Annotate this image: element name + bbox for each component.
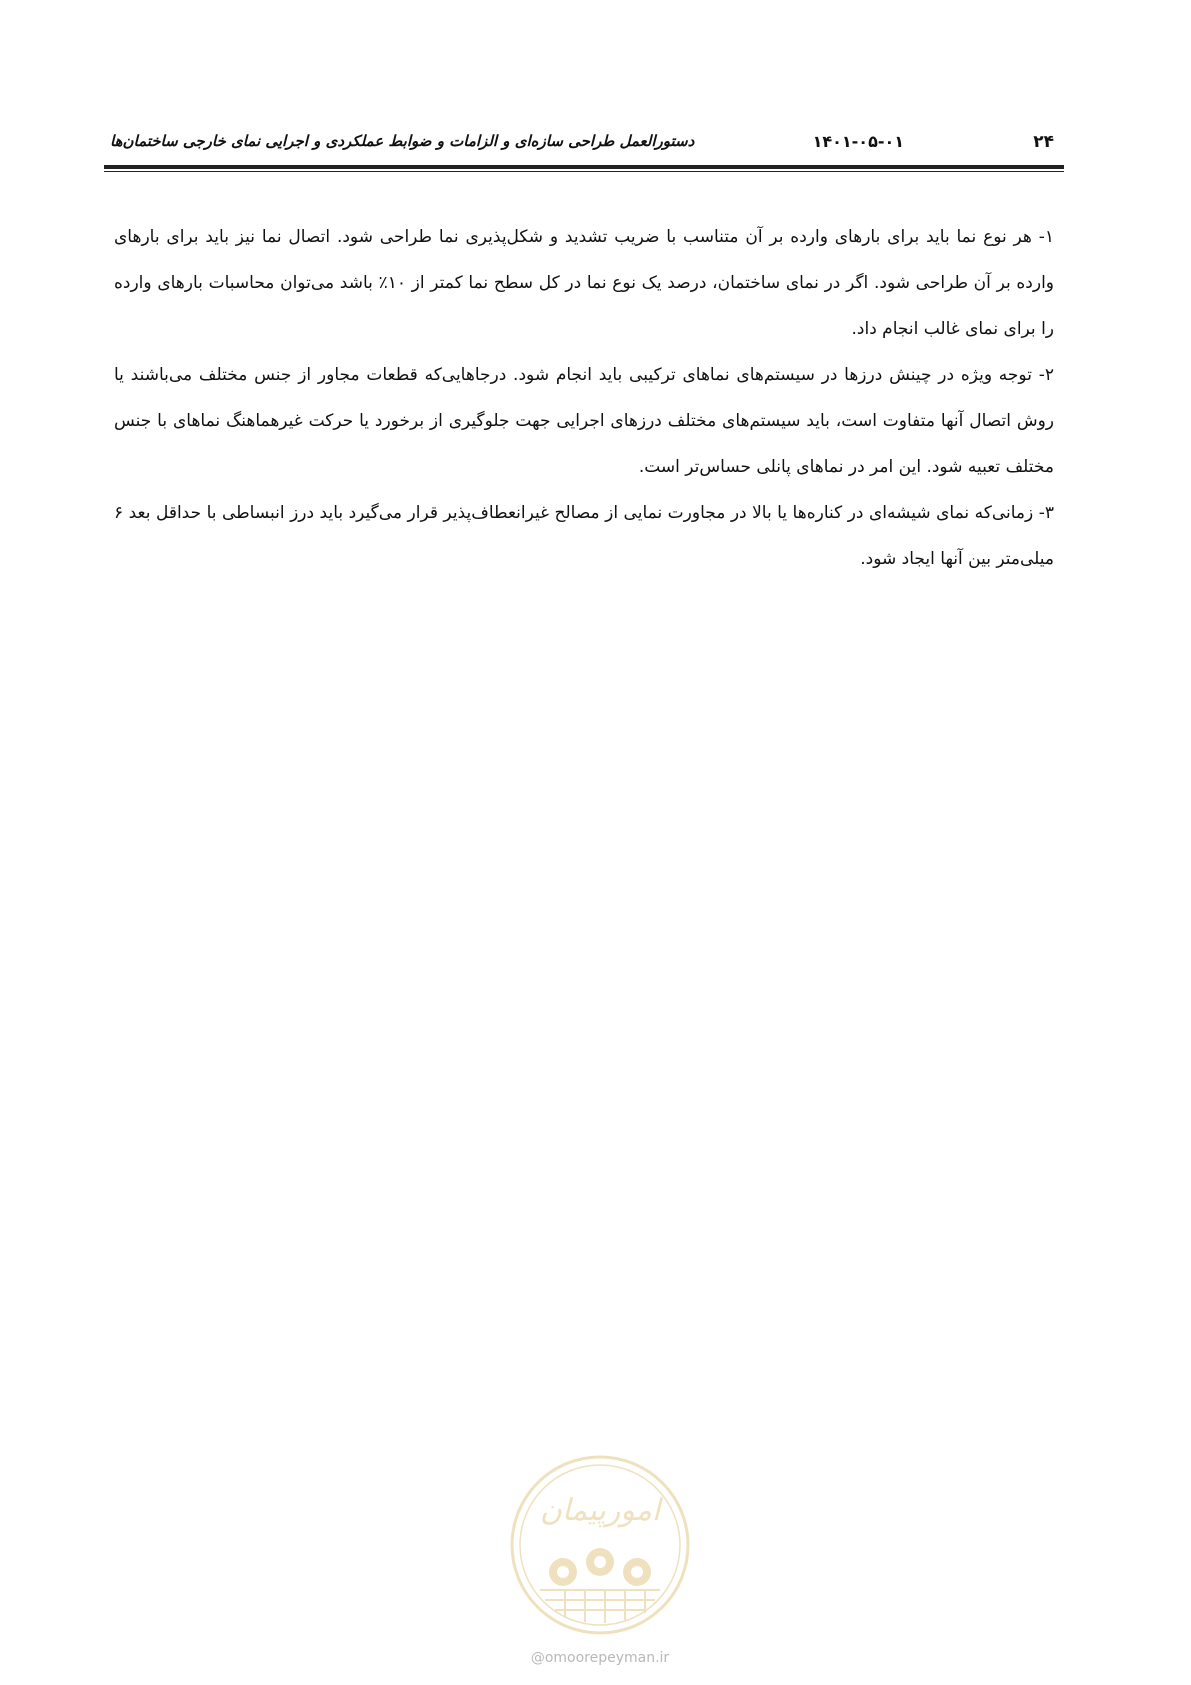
header-divider-thick <box>104 165 1064 169</box>
page-header <box>104 126 1064 160</box>
page-number: ۲۴ <box>1033 132 1054 152</box>
header-divider-thin <box>104 171 1064 172</box>
paragraph-2: ۲- توجه ویژه در چینش درزها در سیستم‌های نماهای ترکیبی باید انجام شود. درجاهایی‌که قطعات مجاور از جنس مختلف می‌باشند یا روش اتصال آنها متفاوت است، باید سیستم‌های مختلف درزهای اجرایی جهت جلوگیری از برخورد یا حرکت غیرهماهنگ نماهای با جنس مختلف تعبیه شود. این امر در نماهای پانلی حساس‌تر است. <box>114 365 1054 477</box>
watermark-logo-icon <box>505 1450 695 1640</box>
watermark-logo-text: امورپیمان <box>539 1493 661 1528</box>
document-title: دستورالعمل طراحی سازه‌ای و الزامات و ضوابط عملکردی و اجرایی نمای خارجی ساختمان‌ها <box>110 132 695 150</box>
body-text <box>114 214 1054 582</box>
document-code: ۱۴۰۱-۰۵-۰۱ <box>812 132 904 151</box>
watermark-url: @omoorepeyman.ir <box>530 1650 670 1666</box>
paragraph-3: ۳- زمانی‌که نمای شیشه‌ای در کناره‌ها یا بالا در مجاورت نمایی از مصالح غیرانعطاف‌پذیر قرار می‌گیرد باید درز انبساطی با حداقل بعد ۶ میلی‌متر بین آنها ایجاد شود. <box>114 503 1054 569</box>
paragraph-1: ۱- هر نوع نما باید برای بارهای وارده بر آن متناسب با ضریب تشدید و شکل‌پذیری نما طراحی شود. اتصال نما نیز باید برای بارهای وارده بر آن طراحی شود. اگر در نمای ساختمان، درصد یک نوع نما در کل سطح نما کمتر از ۱۰٪ باشد می‌توان محاسبات بارهای وارده را برای نمای غالب انجام داد. <box>114 227 1055 339</box>
